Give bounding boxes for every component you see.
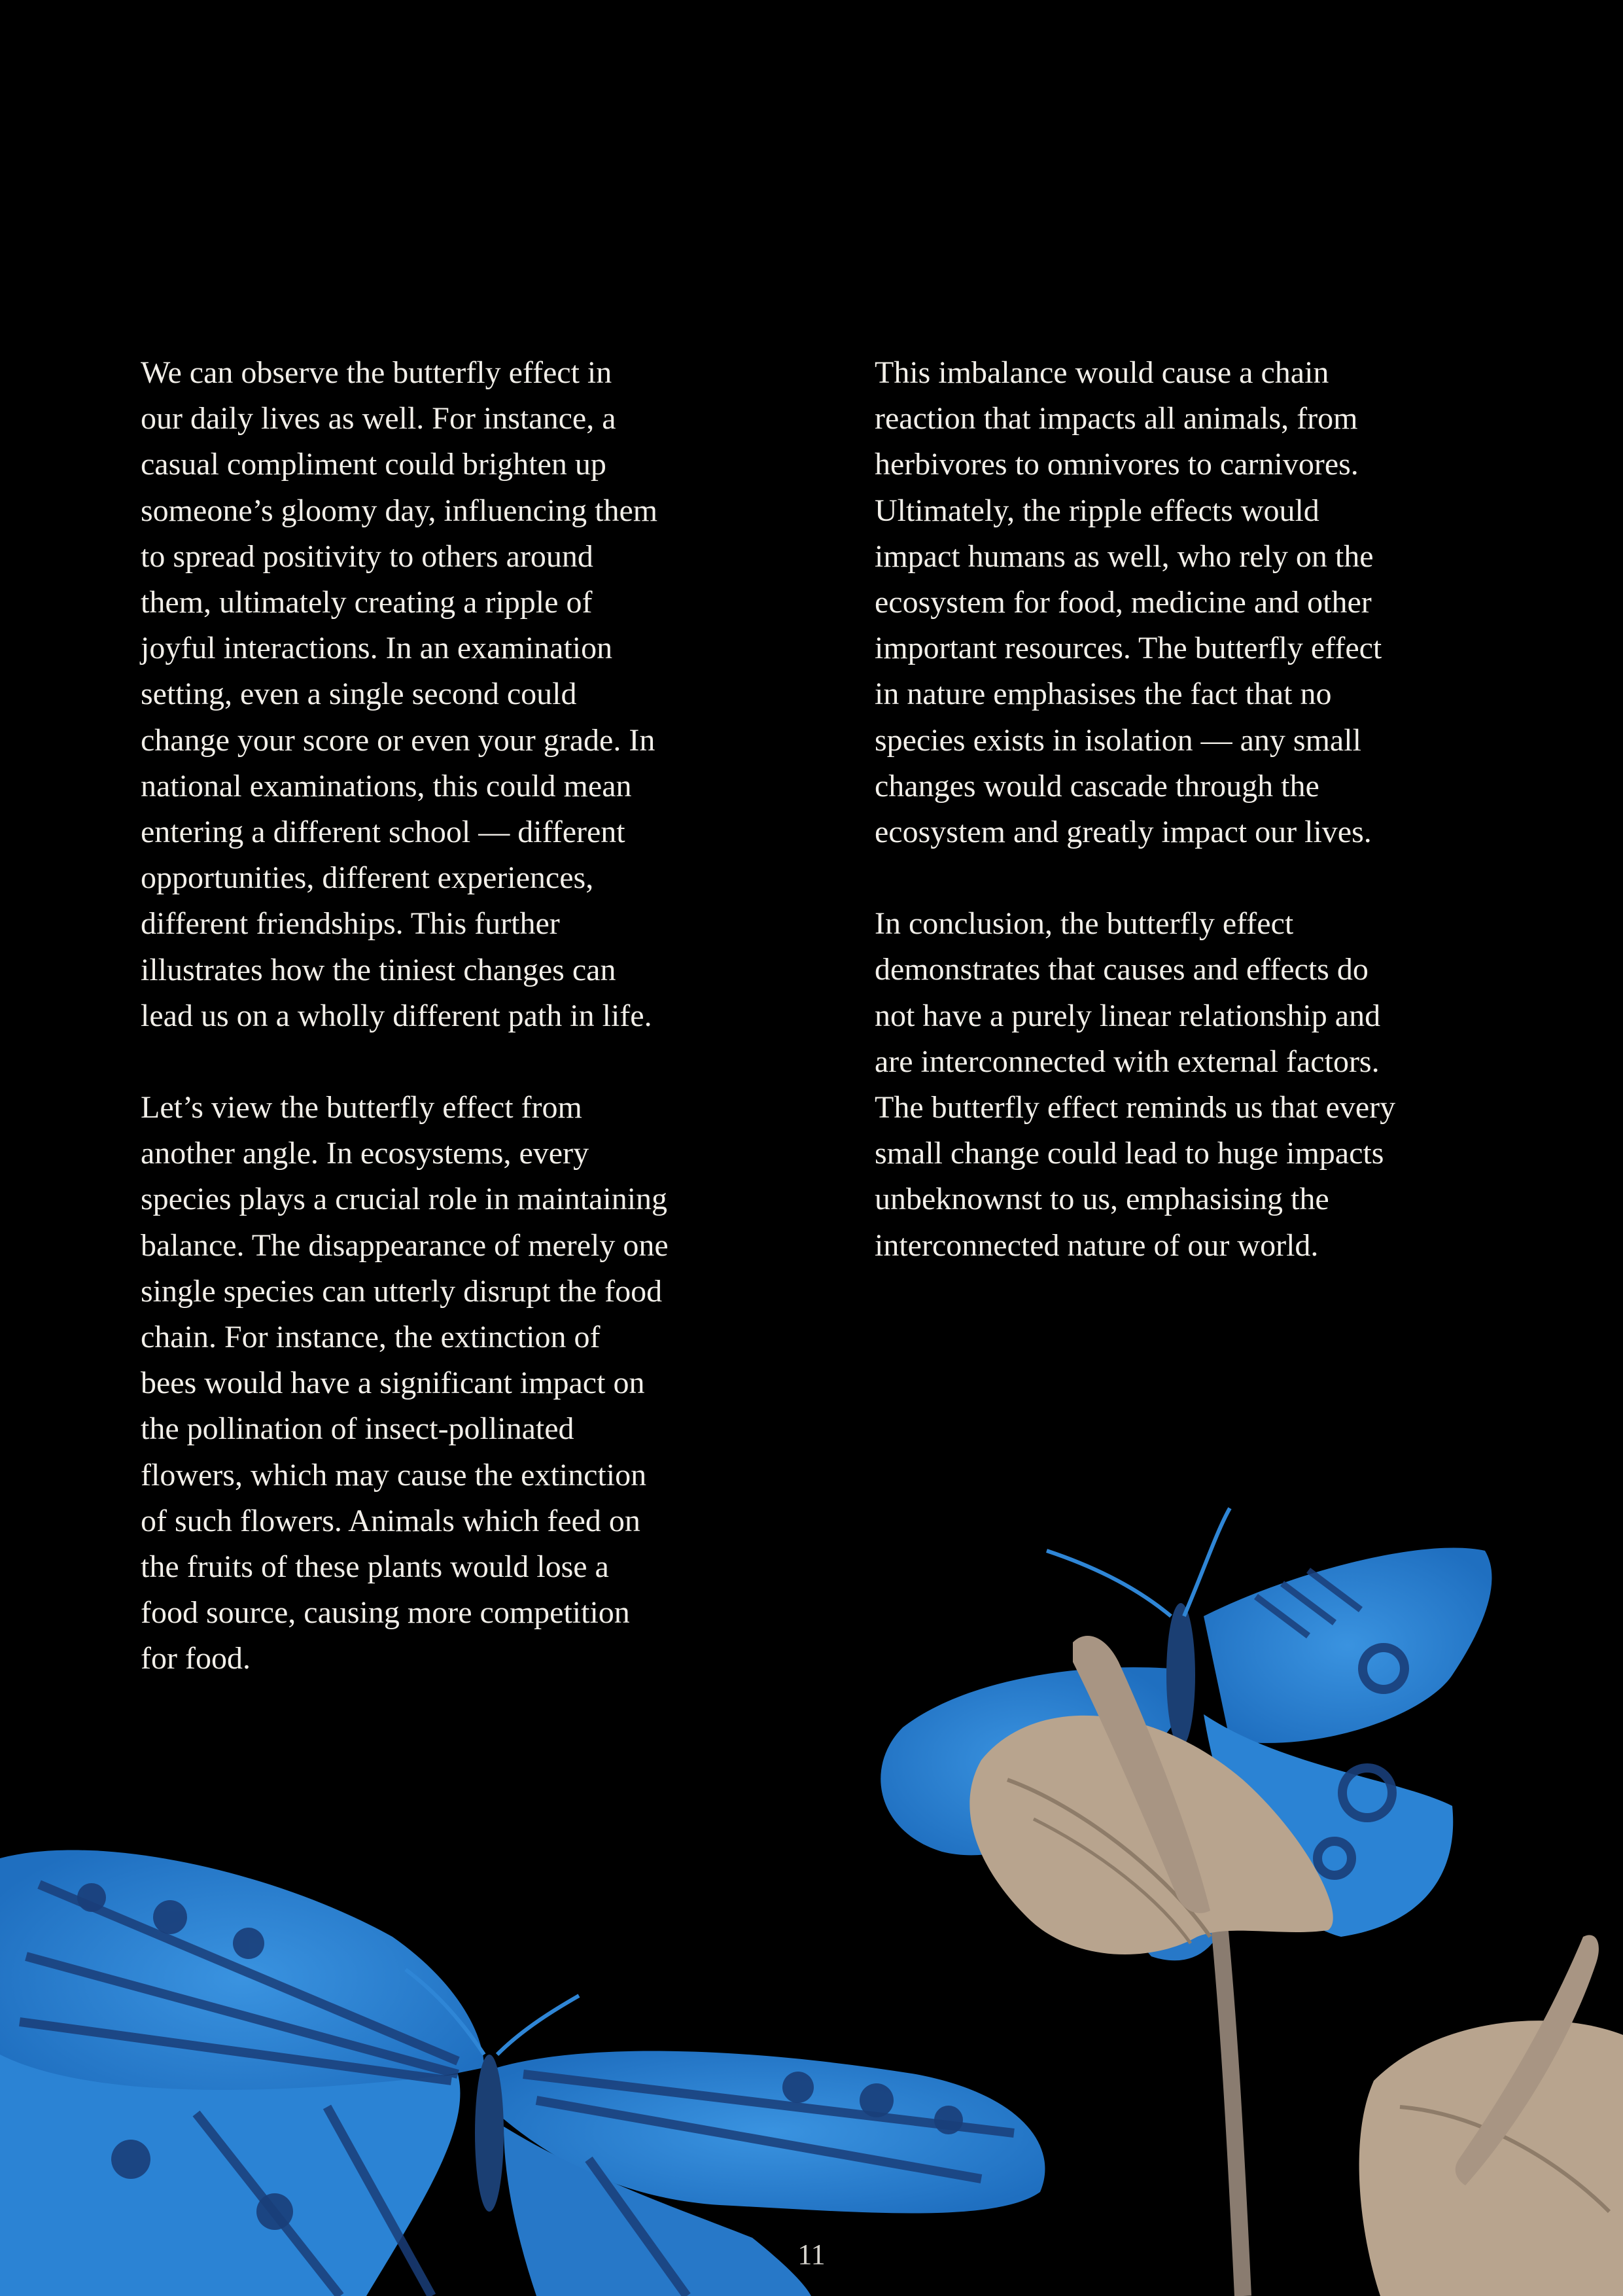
text-line: important resources. The butterfly effect <box>875 631 1382 666</box>
text-line: single species can utterly disrupt the food <box>141 1273 663 1309</box>
text-line: of such flowers. Animals which feed on <box>141 1503 640 1538</box>
text-line: them, ultimately creating a ripple of <box>141 585 593 620</box>
text-line: Let’s view the butterfly effect from <box>141 1090 582 1125</box>
text-line: herbivores to omnivores to carnivores. <box>875 447 1359 482</box>
text-line: We can observe the butterfly effect in <box>141 355 612 390</box>
large-butterfly-illustration <box>0 1850 1045 2296</box>
text-line: change your score or even your grade. In <box>141 722 655 758</box>
text-line: food source, causing more competition <box>141 1595 630 1631</box>
page-number: 11 <box>797 2238 826 2270</box>
text-line: not have a purely linear relationship and <box>875 998 1381 1033</box>
text-line: species plays a crucial role in maintaining <box>141 1182 668 1217</box>
text-line: This imbalance would cause a chain <box>875 355 1329 390</box>
text-line: in nature emphasises the fact that no <box>875 677 1332 712</box>
paragraph-chain-reaction <box>875 350 1496 855</box>
text-line: bees would have a significant impact on <box>141 1366 645 1401</box>
text-line: small change could lead to huge impacts <box>875 1136 1384 1171</box>
text-line: another angle. In ecosystems, every <box>141 1136 589 1171</box>
text-line: different friendships. This further <box>141 906 560 942</box>
text-line: are interconnected with external factors. <box>875 1044 1380 1079</box>
text-line: chain. For instance, the extinction of <box>141 1320 601 1355</box>
text-line: Ultimately, the ripple effects would <box>875 493 1319 528</box>
text-line: casual compliment could brighten up <box>141 447 606 482</box>
right-text-column <box>875 350 1496 1315</box>
text-line: changes would cascade through the <box>875 768 1319 804</box>
text-line: impact humans as well, who rely on the <box>875 539 1374 574</box>
text-line: someone’s gloomy day, influencing them <box>141 493 658 528</box>
text-line: demonstrates that causes and effects do <box>875 952 1369 987</box>
text-line: setting, even a single second could <box>141 677 577 712</box>
text-line: to spread positivity to others around <box>141 539 593 574</box>
text-line: flowers, which may cause the extinction <box>141 1457 647 1492</box>
text-line: the pollination of insect-pollinated <box>141 1411 574 1447</box>
text-line: balance. The disappearance of merely one <box>141 1227 669 1263</box>
text-line: illustrates how the tiniest changes can <box>141 952 616 987</box>
text-line: opportunities, different experiences, <box>141 860 594 896</box>
text-line: reaction that impacts all animals, from <box>875 401 1358 436</box>
text-line: unbeknownst to us, emphasising the <box>875 1182 1329 1217</box>
text-line: entering a different school — different <box>141 815 625 850</box>
text-line: The butterfly effect reminds us that every <box>875 1090 1396 1125</box>
text-line: for food. <box>141 1641 251 1676</box>
text-line: In conclusion, the butterfly effect <box>875 906 1294 942</box>
text-line: our daily lives as well. For instance, a <box>141 401 616 436</box>
text-line: joyful interactions. In an examination <box>141 631 613 666</box>
text-line: national examinations, this could mean <box>141 768 632 804</box>
paragraph-everyday-examples <box>141 350 762 1039</box>
text-line: lead us on a wholly different path in life. <box>141 998 652 1033</box>
paragraph-conclusion <box>875 901 1496 1269</box>
text-line: the fruits of these plants would lose a <box>141 1549 609 1585</box>
text-line: ecosystem and greatly impact our lives. <box>875 815 1372 850</box>
text-line: interconnected nature of our world. <box>875 1227 1319 1263</box>
text-line: ecosystem for food, medicine and other <box>875 585 1372 620</box>
left-text-column <box>141 350 762 1728</box>
text-line: species exists in isolation — any small <box>875 722 1361 758</box>
paragraph-ecosystems <box>141 1085 762 1682</box>
